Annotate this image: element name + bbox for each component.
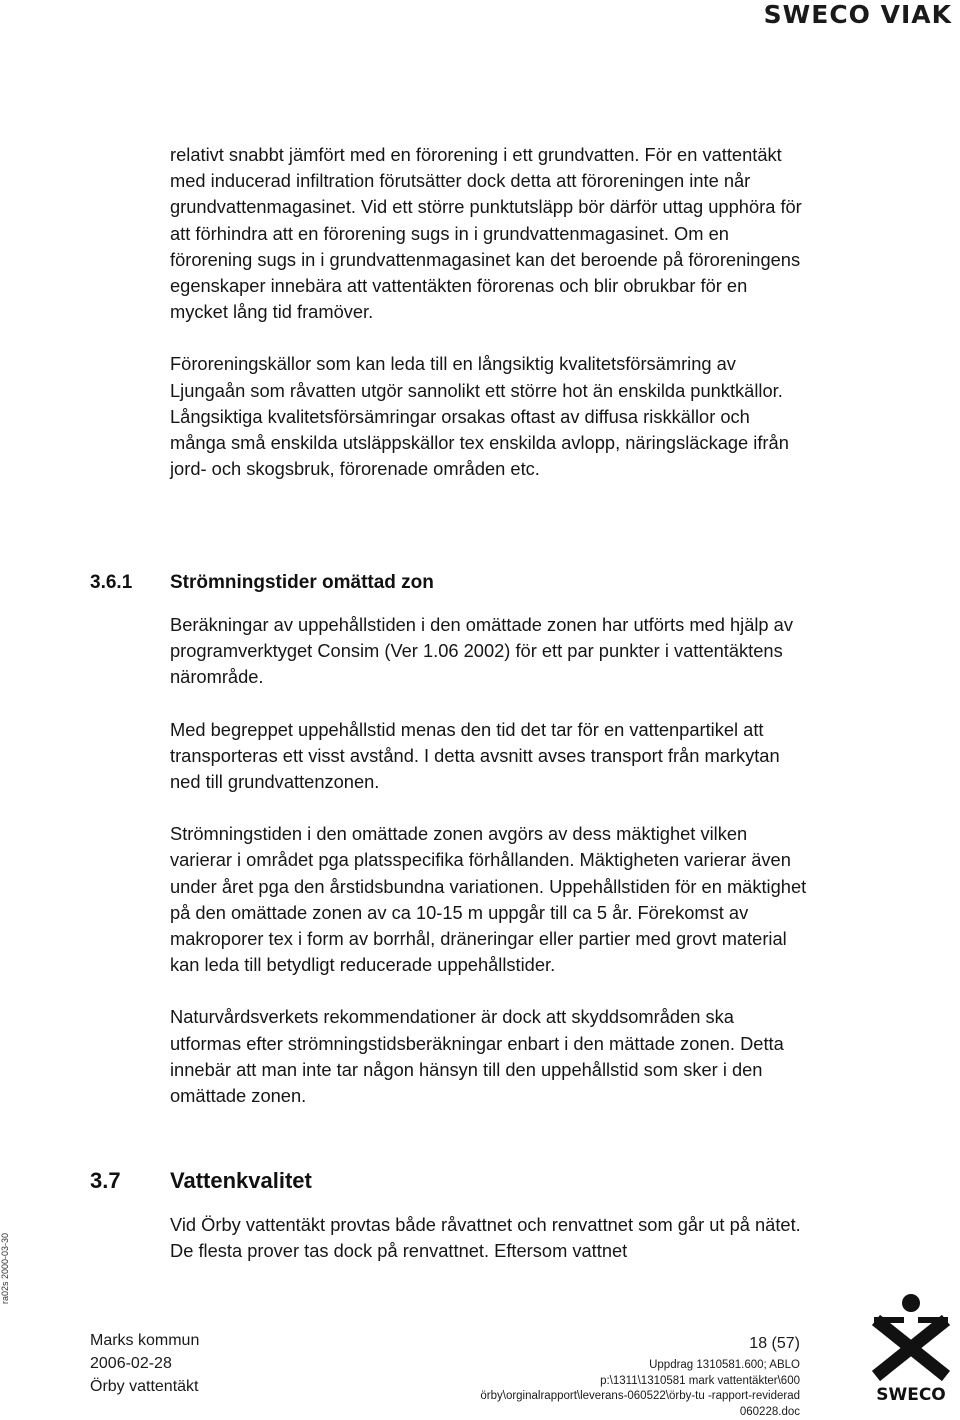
brand-header: SWECO VIAK (764, 0, 952, 29)
section-number: 3.6.1 (90, 572, 132, 594)
paragraph: Föroreningskällor som kan leda till en långsiktig kvalitetsförsämring av Ljungaån som råvatten utgör sannolikt ett större hot än enskilda punktkällor. Långsiktiga kvalitetsförsämringar orsakas oftast av diffusa riskkällor och många små enskilda utsläppskällor tex enskilda avlopp, näringsläckage ifrån jord- och skogsbruk, förorenade områden etc. (170, 351, 810, 482)
paragraph: Beräkningar av uppehållstiden i den omättade zonen har utförts med hjälp av programverktyget Consim (Ver 1.06 2002) för ett par punkter i vattentäktens närområde. (170, 612, 810, 691)
paragraph: Naturvårdsverkets rekommendationer är dock att skyddsområden ska utformas efter strömningstidsberäkningar enbart i den mättade zonen. Detta innebär att man inte tar någon hänsyn till den uppehållstid som sker i den omättade zonen. (170, 1004, 810, 1109)
sweco-logo-icon (868, 1292, 954, 1404)
paragraph: Strömningstiden i den omättade zonen avgörs av dess mäktighet vilken varierar i området pga platsspecifika förhållanden. Mäktigheten varierar även under året pga den årstidsbundna variationen. Uppehållstiden för en mäktighet på den omättade zonen av ca 10-15 m uppgår till ca 5 år. Förekomst av makroporer tex i form av borrhål, dräneringar eller partier med grovt material kan leda till betydligt reducerade uppehållstider. (170, 821, 810, 978)
footer-left (90, 1329, 199, 1398)
section-title: Strömningstider omättad zon (170, 572, 434, 594)
footer-project: Örby vattentäkt (90, 1375, 199, 1398)
section-3-7-body (170, 1212, 810, 1264)
footer-path: p:\1311\1310581 mark vattentäkter\600 (480, 1374, 800, 1390)
paragraph: Med begreppet uppehållstid menas den tid det tar för en vattenpartikel att transporteras ett visst avstånd. I detta avsnitt avses transport från markytan ned till grundvattenzonen. (170, 717, 810, 796)
paragraph: Vid Örby vattentäkt provtas både råvattnet och renvattnet som går ut på nätet. De flesta prover tas dock på renvattnet. Eftersom vattnet (170, 1212, 810, 1264)
page-number: 18 (57) (749, 1335, 800, 1353)
paragraph: relativt snabbt jämfört med en förorening i ett grundvatten. För en vattentäkt med inducerad infiltration förutsätter dock detta att föroreningen inte når grundvattenmagasinet. Vid ett större punktutsläpp bör därför uttag upphöra för att förhindra att en förorening sugs in i grundvattenmagasinet. Om en förorening sugs in i grundvattenmagasinet kan det beroende på föroreningens egenskaper innebära att vattentäkten förorenas och blir obrukbar för en mycket lång tid framöver. (170, 142, 810, 325)
footer-filename: 060228.doc (480, 1405, 800, 1420)
section-3-6-1-body (170, 612, 810, 1109)
footer-right (480, 1358, 800, 1420)
section-title: Vattenkvalitet (170, 1168, 312, 1194)
intro-text (170, 142, 810, 482)
document-code: ra02s 2000-03-30 (0, 1224, 14, 1304)
footer-assignment: Uppdrag 1310581.600; ABLO (480, 1358, 800, 1374)
footer-date: 2006-02-28 (90, 1352, 199, 1375)
logo-wordmark: SWECO (876, 1385, 946, 1404)
footer-path: örby\orginalrapport\leverans-060522\örby-tu -rapport-reviderad (480, 1389, 800, 1405)
section-number: 3.7 (90, 1168, 121, 1194)
footer-client: Marks kommun (90, 1329, 199, 1352)
